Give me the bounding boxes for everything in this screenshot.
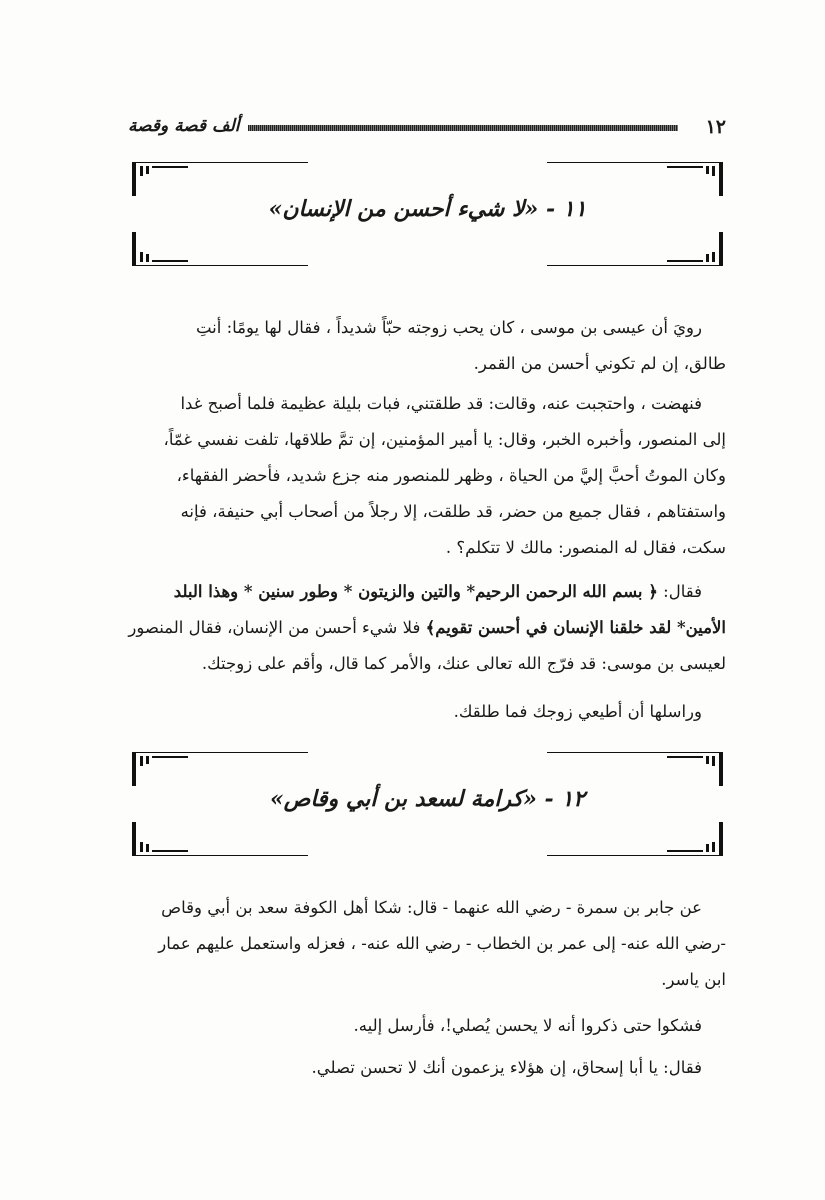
story-11-paragraph-4 (128, 694, 726, 730)
text-line: فنهضت ، واحتجبت عنه، وقالت: قد طلقتني، فبات بليلة عظيمة فلما أصبح غدا (180, 394, 702, 413)
story-11-title: ١١ - «لا شيء أحسن من الإنسان» (268, 196, 587, 222)
text-line: رويَ أن عيسى بن موسى ، كان يحب زوجته حبّاً شديداً ، فقال لها يومًا: أنتِ (195, 318, 702, 337)
frame-corner-bottom-left (130, 228, 310, 268)
title-frame-11 (130, 160, 725, 268)
text-line: فقال: يا أبا إسحاق، إن هؤلاء يزعمون أنك لا تحسن تصلي. (311, 1058, 702, 1077)
story-12-paragraph-2 (128, 1008, 726, 1044)
text-line: وراسلها أن أطيعي زوجك فما طلقك. (453, 702, 702, 721)
quran-verse: الأمين* لقد خلقنا الإنسان في أحسن تقويم﴾ (425, 618, 726, 637)
frame-corner-top-left (130, 160, 310, 200)
text-line: فشكوا حتى ذكروا أنه لا يحسن يُصلي!، فأرسل إليه. (353, 1016, 702, 1035)
text-line: إلى المنصور، وأخبره الخبر، وقال: يا أمير المؤمنين، إن تمَّ طلاقها، تلفت نفسي غمّاً، (163, 430, 726, 449)
header-rule (248, 125, 678, 131)
text-line: وكان الموتُ أحبَّ إليَّ من الحياة ، وظهر للمنصور منه جزع شديد، فأحضر الفقهاء، (176, 466, 726, 485)
text-run: فلا شيء أحسن من الإنسان، فقال المنصور (128, 618, 426, 637)
story-11-paragraph-2 (128, 386, 726, 566)
text-line: لعيسى بن موسى: قد فرّج الله تعالى عنك، والأمر كما قال، وأقم على زوجتك. (201, 654, 726, 673)
frame-corner-bottom-right (545, 818, 725, 858)
text-line: ابن ياسر. (661, 970, 726, 989)
page-number: ١٢ (705, 116, 726, 138)
text-line: -رضي الله عنه- إلى عمر بن الخطاب - رضي الله عنه- ، فعزله واستعمل عليهم عمار (158, 934, 726, 953)
story-12-paragraph-3 (128, 1050, 726, 1086)
book-title: ألف قصة وقصة (128, 116, 240, 136)
text-line: واستفتاهم ، فقال جميع من حضر، قد طلقت، إلا رجلاً من أصحاب أبي حنيفة، فإنه (180, 502, 726, 521)
text-run: فقال: (657, 582, 702, 601)
frame-corner-top-right (545, 750, 725, 790)
text-line: طالق، إن لم تكوني أحسن من القمر. (473, 354, 726, 373)
story-12-paragraph-1 (128, 890, 726, 998)
quran-verse: ﴿ بسم الله الرحمن الرحيم* والتين والزيتون * وطور سنين * وهذا البلد (173, 582, 658, 601)
text-line (128, 574, 726, 610)
text-line (128, 610, 726, 646)
frame-corner-top-right (545, 160, 725, 200)
story-12-title: ١٢ - «كرامة لسعد بن أبي وقاص» (270, 786, 585, 812)
text-line: سكت، فقال له المنصور: مالك لا تتكلم؟ . (445, 538, 726, 557)
story-11-paragraph-1 (128, 310, 726, 382)
story-11-paragraph-3 (128, 574, 726, 682)
frame-corner-bottom-right (545, 228, 725, 268)
running-header (128, 116, 726, 142)
text-line: عن جابر بن سمرة - رضي الله عنهما - قال: شكا أهل الكوفة سعد بن أبي وقاص (161, 898, 702, 917)
title-frame-12 (130, 750, 725, 858)
frame-corner-top-left (130, 750, 310, 790)
frame-corner-bottom-left (130, 818, 310, 858)
